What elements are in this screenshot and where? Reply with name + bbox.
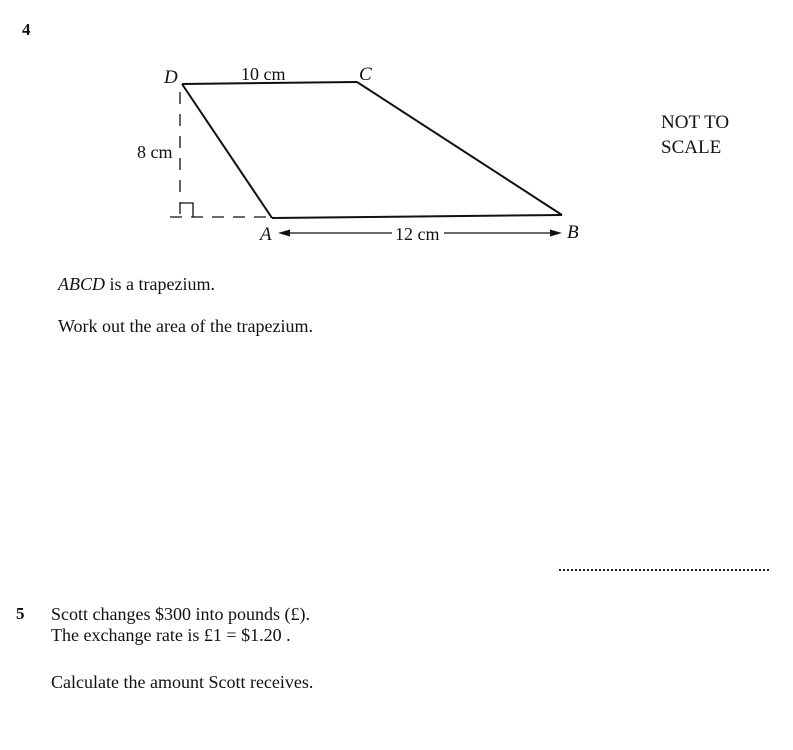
bottom-side-label: 12 cm bbox=[395, 224, 440, 244]
q4-answer-line[interactable] bbox=[559, 569, 769, 571]
question-5-number: 5 bbox=[16, 604, 25, 623]
trapezium-diagram bbox=[0, 0, 640, 260]
right-angle-marker bbox=[180, 203, 193, 217]
dimension-arrow-right bbox=[550, 230, 562, 237]
vertex-label-b: B bbox=[567, 222, 579, 243]
q5-line2: The exchange rate is £1 = $1.20 . bbox=[51, 625, 291, 645]
shape-name: ABCD bbox=[58, 274, 105, 294]
top-side-label: 10 cm bbox=[241, 64, 286, 84]
statement-text: is a trapezium. bbox=[105, 274, 215, 294]
vertex-label-d: D bbox=[164, 67, 178, 88]
side-ab bbox=[272, 215, 562, 218]
question-4-number: 4 bbox=[22, 20, 31, 39]
q4-instruction: Work out the area of the trapezium. bbox=[58, 316, 313, 336]
side-cb bbox=[357, 82, 562, 215]
vertex-label-a: A bbox=[260, 224, 272, 245]
vertex-label-c: C bbox=[359, 64, 372, 85]
q4-statement bbox=[58, 274, 215, 295]
q5-line1: Scott changes $300 into pounds (£). bbox=[51, 604, 310, 624]
q5-instruction: Calculate the amount Scott receives. bbox=[51, 672, 314, 692]
side-da bbox=[182, 84, 272, 218]
not-to-scale-line1: NOT TO bbox=[661, 112, 730, 133]
dimension-arrow-left bbox=[278, 230, 290, 237]
height-label: 8 cm bbox=[137, 142, 173, 162]
not-to-scale-line2: SCALE bbox=[661, 137, 722, 158]
